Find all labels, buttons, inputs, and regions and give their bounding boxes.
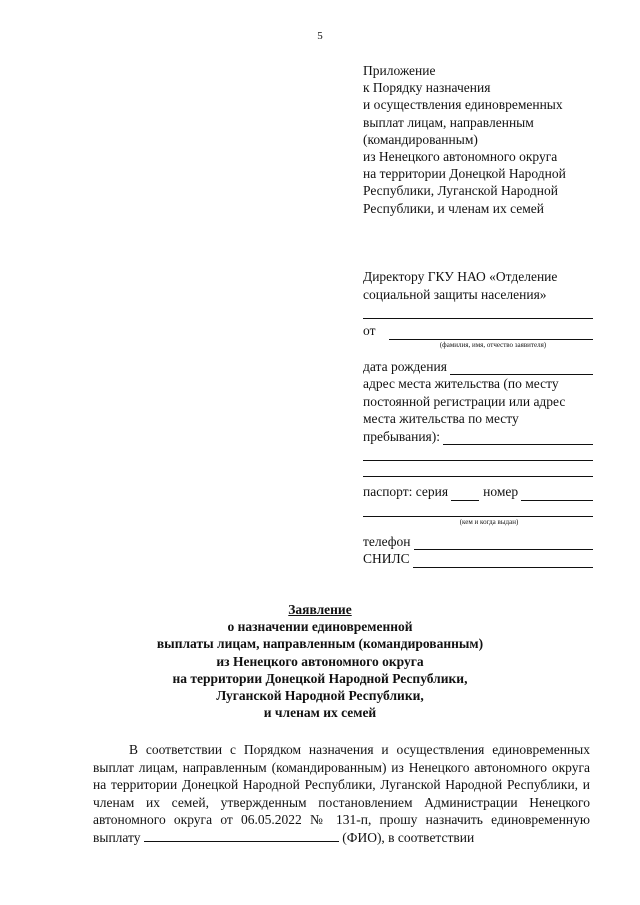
title-line: из Ненецкого автономного округа (216, 653, 424, 669)
appendix-line: Приложение (363, 63, 436, 78)
passport-number-label: номер (483, 484, 519, 499)
passport-number-field[interactable] (521, 486, 593, 501)
phone-label: телефон (363, 533, 411, 549)
title-line: Заявление (288, 602, 352, 617)
appendix-line: Республики, Луганской Народной (363, 183, 558, 199)
appendix-line: Республики, и членам их семей (363, 200, 544, 216)
stay-row (363, 428, 593, 446)
body-text-part2: (ФИО), в соответствии (342, 829, 475, 845)
appendix-line: на территории Донецкой Народной (363, 166, 566, 182)
from-field[interactable] (389, 325, 593, 340)
appendix-line: из Ненецкого автономного округа (363, 149, 558, 165)
passport-series-field[interactable] (451, 486, 479, 501)
snils-field[interactable] (413, 553, 593, 568)
appendix-line: выплат лицам, направленным (363, 114, 534, 130)
address-line: постоянной регистрации или адрес (363, 393, 566, 409)
from-label: от (363, 323, 376, 338)
birth-label: дата рождения (363, 358, 447, 374)
address-blank-line[interactable] (363, 461, 593, 477)
from-row (363, 322, 593, 340)
appendix-block (363, 62, 613, 217)
body-paragraph (93, 741, 590, 847)
phone-row (363, 533, 593, 551)
blank-line[interactable] (363, 303, 593, 319)
address-line: адрес места жительства (по месту (363, 376, 559, 391)
appendix-line: (командированным) (363, 131, 478, 147)
address-field[interactable] (443, 430, 593, 445)
snils-label: СНИЛС (363, 551, 410, 566)
page-number: 5 (317, 30, 323, 42)
snils-row (363, 550, 593, 568)
address-blank-line[interactable] (363, 445, 593, 461)
passport-series-label: паспорт: серия (363, 484, 449, 499)
phone-field[interactable] (414, 535, 593, 550)
document-title (0, 601, 640, 721)
director-line: Директору ГКУ НАО «Отделение (363, 269, 558, 284)
passport-caption: (кем и когда выдан) (459, 517, 519, 526)
appendix-line: к Порядку назначения (363, 80, 491, 96)
birth-field[interactable] (450, 360, 593, 375)
title-line: о назначении единовременной (227, 619, 413, 635)
address-line: места жительства по месту (363, 411, 519, 426)
title-line: и членам их семей (263, 705, 377, 721)
birth-row (363, 358, 593, 376)
addressee-block (363, 268, 593, 568)
fio-field[interactable] (144, 829, 339, 842)
title-line: на территории Донецкой Народной Республики, (172, 670, 468, 686)
passport-row (363, 483, 593, 501)
stay-label: пребывания): (363, 428, 440, 444)
director-line: социальной защиты населения» (363, 286, 547, 302)
passport-issued-line[interactable] (363, 501, 593, 517)
body-text-part1: В соответствии с Порядком назначения и осуществления единовременных выплат лицам, направленным (командированным) из Ненецкого автономного округа на территории Донецкой Народной Республики, Луганской Народной Республики, и членам их семей, утвержденным постановлением Администрации Ненецкого автономного округа от 06.05.2022 № 131-п, прошу назначить единовременную выплату (93, 742, 590, 845)
title-line: Луганской Народной Республики, (216, 688, 424, 704)
appendix-line: и осуществления единовременных (363, 97, 563, 113)
from-caption: (фамилия, имя, отчество заявителя) (439, 340, 547, 349)
title-line: выплаты лицам, направленным (командированным) (156, 636, 484, 652)
